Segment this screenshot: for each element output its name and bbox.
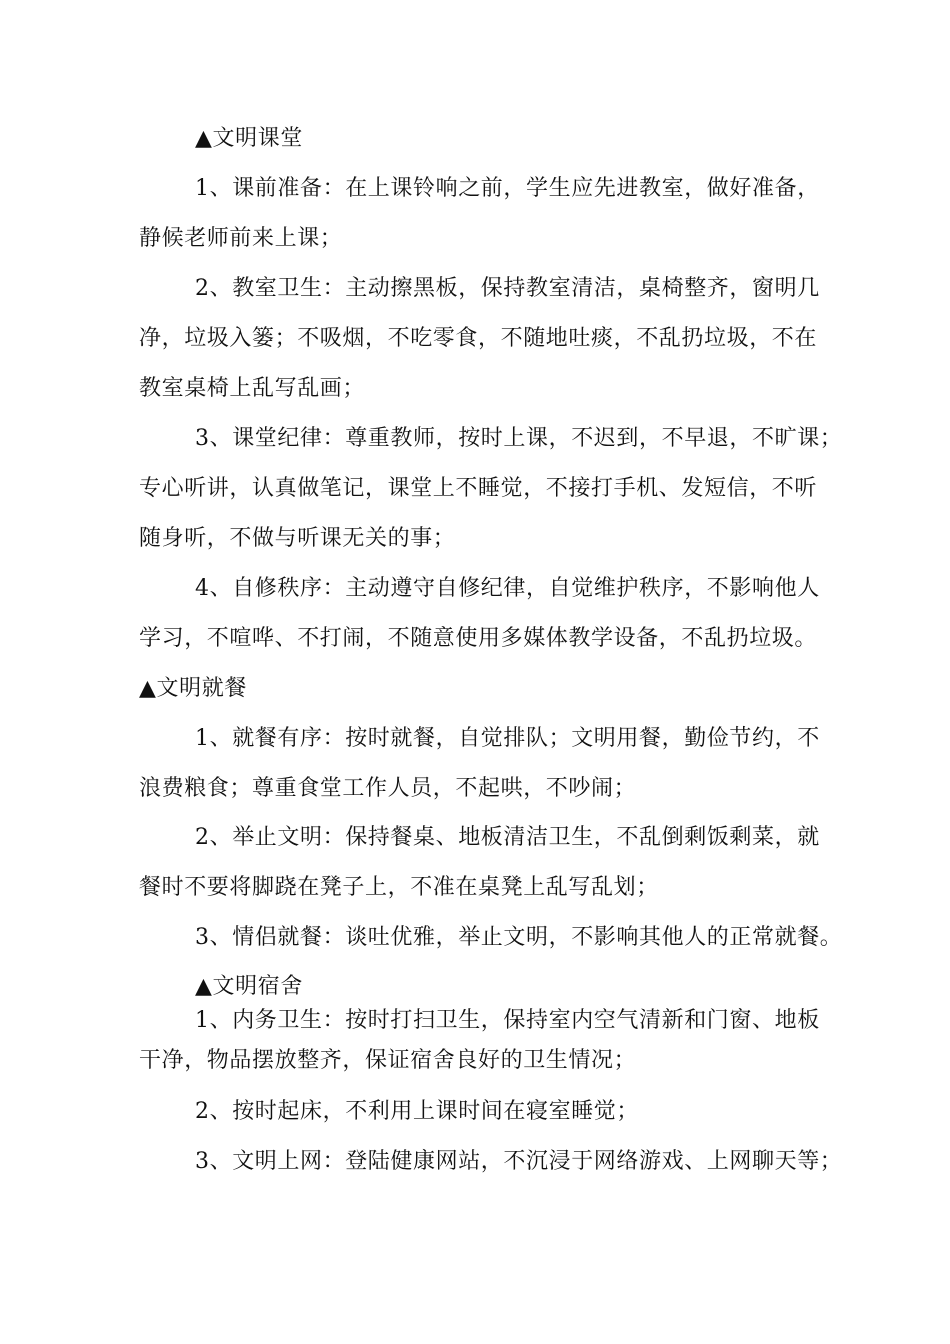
text-line: 3、情侣就餐：谈吐优雅，举止文明，不影响其他人的正常就餐。 bbox=[195, 925, 843, 950]
text-line: 学习，不喧哗、不打闹，不随意使用多媒体教学设备，不乱扔垃圾。 bbox=[139, 626, 818, 651]
text-line: 餐时不要将脚跷在凳子上，不准在桌凳上乱写乱划； bbox=[139, 875, 659, 900]
text-line: 净，垃圾入篓；不吸烟，不吃零食，不随地吐痰，不乱扔垃圾，不在 bbox=[139, 326, 818, 351]
section-heading-dining: ▲文明就餐 bbox=[139, 676, 247, 701]
text-line: 2、按时起床，不利用上课时间在寝室睡觉； bbox=[195, 1099, 639, 1124]
text-line: 教室桌椅上乱写乱画； bbox=[139, 376, 366, 401]
text-line: 专心听讲，认真做笔记，课堂上不睡觉，不接打手机、发短信，不听 bbox=[139, 476, 818, 501]
text-line: 3、文明上网：登陆健康网站，不沉浸于网络游戏、上网聊天等； bbox=[195, 1149, 843, 1174]
text-line: 1、内务卫生：按时打扫卫生，保持室内空气清新和门窗、地板 bbox=[195, 1008, 820, 1033]
text-line: 1、就餐有序：按时就餐，自觉排队；文明用餐，勤俭节约，不 bbox=[195, 726, 820, 751]
section-heading-dormitory: ▲文明宿舍 bbox=[195, 974, 303, 999]
text-line: 3、课堂纪律：尊重教师，按时上课，不迟到，不早退，不旷课； bbox=[195, 426, 843, 451]
text-line: 2、教室卫生：主动擦黑板，保持教室清洁，桌椅整齐，窗明几 bbox=[195, 276, 820, 301]
text-line: 干净，物品摆放整齐，保证宿舍良好的卫生情况； bbox=[139, 1048, 637, 1073]
section-heading-classroom: ▲文明课堂 bbox=[195, 126, 303, 151]
text-line: 2、举止文明：保持餐桌、地板清洁卫生，不乱倒剩饭剩菜，就 bbox=[195, 825, 820, 850]
text-line: 1、课前准备：在上课铃响之前，学生应先进教室，做好准备， bbox=[195, 176, 820, 201]
text-line: 4、自修秩序：主动遵守自修纪律，自觉维护秩序，不影响他人 bbox=[195, 576, 820, 601]
text-line: 静候老师前来上课； bbox=[139, 226, 343, 251]
text-line: 随身听，不做与听课无关的事； bbox=[139, 526, 456, 551]
text-line: 浪费粮食；尊重食堂工作人员，不起哄，不吵闹； bbox=[139, 776, 637, 801]
